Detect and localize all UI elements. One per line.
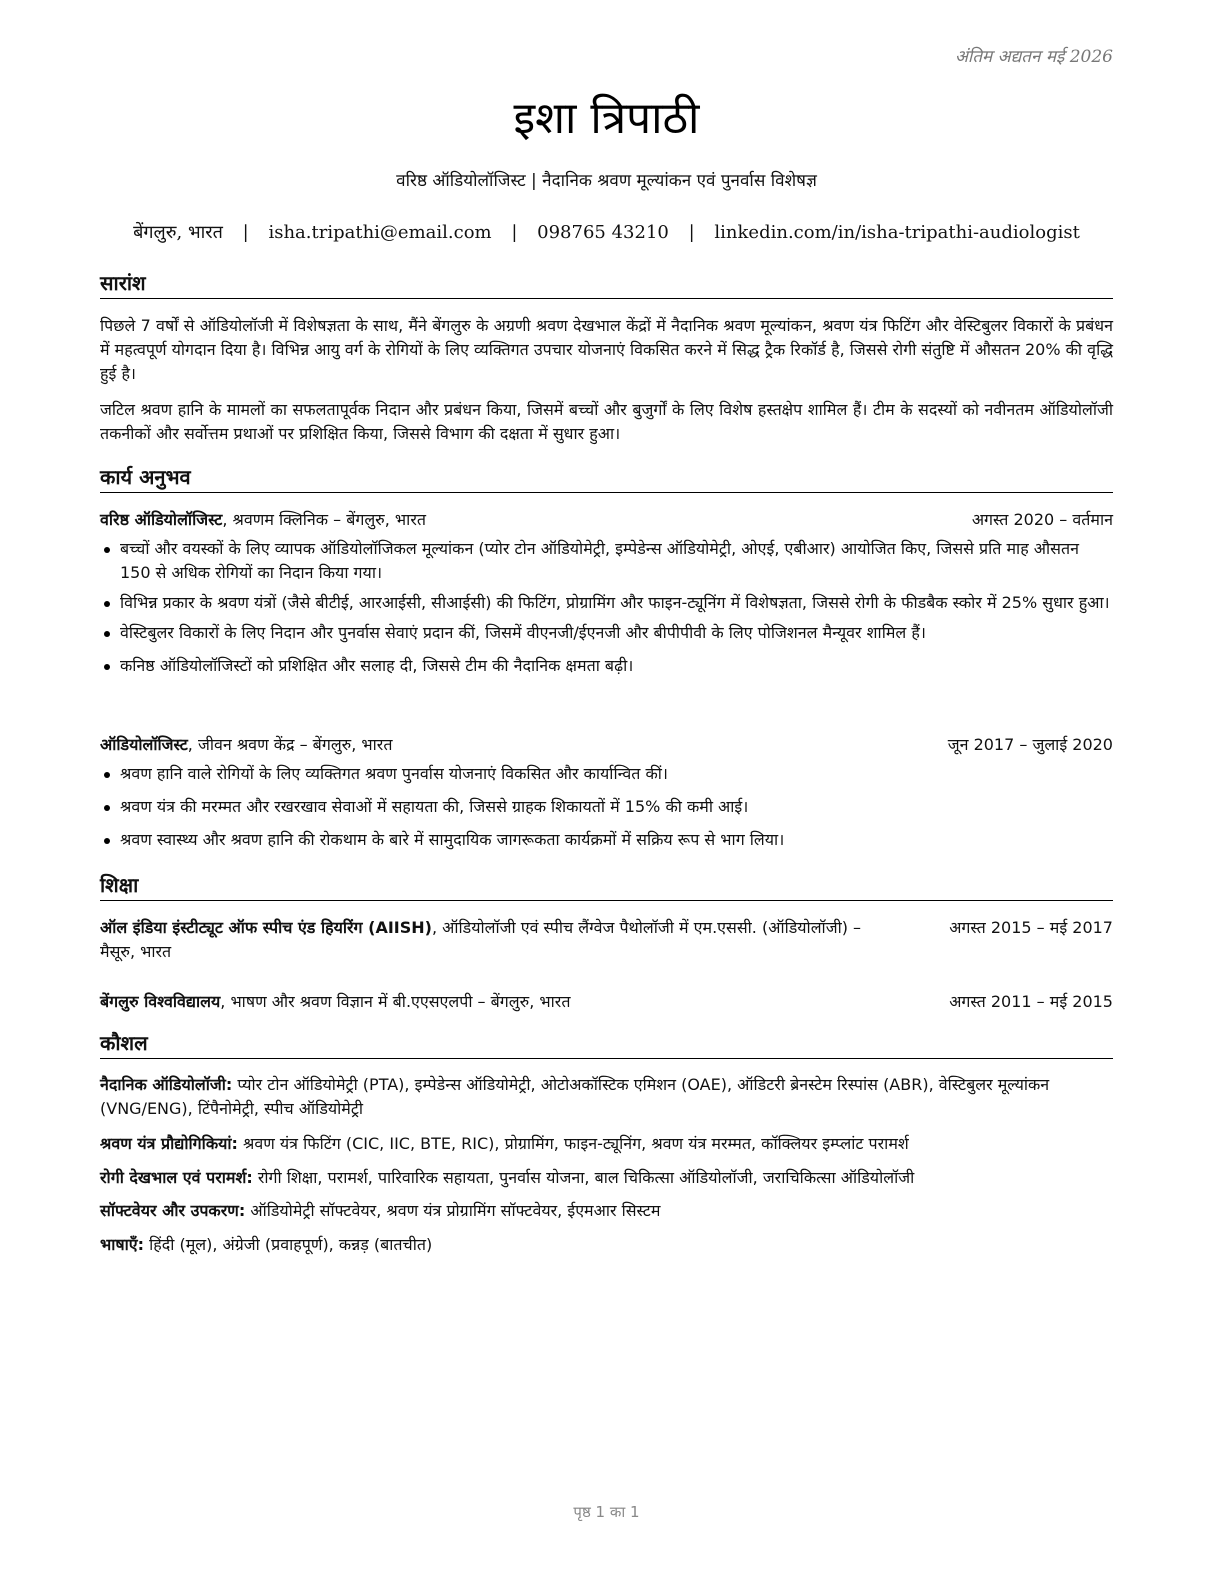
contact-line <box>100 220 1113 244</box>
education-detail: , ऑडियोलॉजी एवं स्पीच लैंग्वेज पैथोलॉजी में एम.एससी. (ऑडियोलॉजी) – मैसूरु, भारत <box>100 918 862 961</box>
job-bullet: वेस्टिबुलर विकारों के लिए निदान और पुनर्वास सेवाएं प्रदान कीं, जिसमें वीएनजी/ईएनजी और बीपीपीवी के लिए पोजिशनल मैन्यूवर शामिल हैं। <box>100 621 1113 645</box>
last-updated: अंतिम अद्यतन मई 2026 <box>954 47 1113 67</box>
resume-page <box>100 0 1113 1584</box>
job-bullet: श्रवण स्वास्थ्य और श्रवण हानि की रोकथाम के बारे में सामुदायिक जागरूकता कार्यक्रमों में सक्रिय रूप से भाग लिया। <box>100 828 1113 852</box>
job-role: वरिष्ठ ऑडियोलॉजिस्ट <box>100 510 223 529</box>
skill-label: सॉफ्टवेयर और उपकरण: <box>100 1201 246 1220</box>
summary-paragraph: जटिल श्रवण हानि के मामलों का सफलतापूर्वक निदान और प्रबंधन किया, जिसमें बच्चों और बुजुर्गों के लिए विशेष हस्तक्षेप शामिल हैं। टीम के सदस्यों को नवीनतम ऑडियोलॉजी तकनीकों और सर्वोत्तम प्रथाओं पर प्रशिक्षित किया, जिससे विभाग की दक्षता में सुधार हुआ। <box>100 400 1113 443</box>
skill-label: नैदानिक ऑडियोलॉजी: <box>100 1075 233 1094</box>
skill-value: प्योर टोन ऑडियोमेट्री (PTA), इम्पेडेन्स ऑडियोमेट्री, ओटोअकॉस्टिक एमिशन (OAE), ऑडिटरी ब्रेनस्टेम रिस्पांस (ABR), वेस्टिबुलर मूल्यांकन (VNG/ENG), टिंपैनोमेट्री, स्पीच ऑडियोमेट्री <box>100 1075 1050 1118</box>
skill-value: ऑडियोमेट्री सॉफ्टवेयर, श्रवण यंत्र प्रोग्रामिंग सॉफ्टवेयर, ईएमआर सिस्टम <box>245 1201 661 1220</box>
job-org: , जीवन श्रवण केंद्र – बेंगलुरु, भारत <box>187 735 393 754</box>
job-dates: अगस्त 2020 – वर्तमान <box>971 510 1113 529</box>
job-bullet: विभिन्न प्रकार के श्रवण यंत्रों (जैसे बीटीई, आरआईसी, सीआईसी) की फिटिंग, प्रोग्रामिंग और फाइन-ट्यूनिंग में विशेषज्ञता, जिससे रोगी के फीडबैक स्कोर में 25% सुधार हुआ। <box>100 591 1113 615</box>
skill-label: रोगी देखभाल एवं परामर्श: <box>100 1168 253 1187</box>
job-bullet: श्रवण यंत्र की मरम्मत और रखरखाव सेवाओं में सहायता की, जिससे ग्राहक शिकायतों में 15% की कमी आई। <box>100 795 1113 819</box>
job-bullet: श्रवण हानि वाले रोगियों के लिए व्यक्तिगत श्रवण पुनर्वास योजनाएं विकसित और कार्यान्वित कीं। <box>100 762 1113 786</box>
job-bullet: बच्चों और वयस्कों के लिए व्यापक ऑडियोलॉजिकल मूल्यांकन (प्योर टोन ऑडियोमेट्री, इम्पेडेन्स ऑडियोमेट्री, ओएई, एबीआर) आयोजित किए, जिससे प्रति माह औसतन 150 से अधिक रोगियों का निदान किया गया। <box>100 537 1113 585</box>
contact-separator: | <box>511 222 518 243</box>
contact-separator: | <box>242 222 249 243</box>
section-title-education: शिक्षा <box>100 872 1113 901</box>
job-header <box>100 733 1113 757</box>
contact-email[interactable]: isha.tripathi@email.com <box>268 222 492 243</box>
section-title-summary: सारांश <box>100 270 1113 299</box>
candidate-name: इशा त्रिपाठी <box>513 93 700 144</box>
contact-location: बेंगलुरु, भारत <box>133 222 223 243</box>
job-header <box>100 508 1113 532</box>
job-bullets <box>100 537 1113 678</box>
education-dates: अगस्त 2011 – मई 2015 <box>949 992 1113 1011</box>
education-institution: ऑल इंडिया इंस्टीट्यूट ऑफ स्पीच एंड हियरिंग (AIISH) <box>100 918 432 937</box>
contact-linkedin[interactable]: linkedin.com/in/isha-tripathi-audiologist <box>714 222 1080 243</box>
education-institution: बेंगलुरु विश्वविद्यालय <box>100 992 221 1011</box>
job-bullets <box>100 762 1113 852</box>
candidate-subtitle: वरिष्ठ ऑडियोलॉजिस्ट | नैदानिक श्रवण मूल्यांकन एवं पुनर्वास विशेषज्ञ <box>396 171 817 191</box>
job-org: , श्रवणम क्लिनिक – बेंगलुरु, भारत <box>222 510 426 529</box>
skill-label: श्रवण यंत्र प्रौद्योगिकियां: <box>100 1134 238 1153</box>
skill-row <box>100 1199 1113 1223</box>
job-role: ऑडियोलॉजिस्ट <box>100 735 188 754</box>
education-dates: अगस्त 2015 – मई 2017 <box>949 918 1113 937</box>
job-dates: जून 2017 – जुलाई 2020 <box>947 735 1113 754</box>
skill-row <box>100 1132 1113 1156</box>
skill-value: हिंदी (मूल), अंग्रेजी (प्रवाहपूर्ण), कन्नड़ (बातचीत) <box>144 1235 433 1254</box>
contact-separator: | <box>688 222 695 243</box>
section-title-skills: कौशल <box>100 1030 1113 1059</box>
skill-value: रोगी शिक्षा, परामर्श, पारिवारिक सहायता, पुनर्वास योजना, बाल चिकित्सा ऑडियोलॉजी, जराचिकित्सा ऑडियोलॉजी <box>252 1168 915 1187</box>
education-item <box>100 916 1113 964</box>
contact-phone[interactable]: 098765 43210 <box>537 222 669 243</box>
page-number: पृष्ठ 1 का 1 <box>573 1503 640 1521</box>
education-detail: , भाषण और श्रवण विज्ञान में बी.एएसएलपी – बेंगलुरु, भारत <box>220 992 571 1011</box>
job-bullet: कनिष्ठ ऑडियोलॉजिस्टों को प्रशिक्षित और सलाह दी, जिससे टीम की नैदानिक क्षमता बढ़ी। <box>100 654 1113 678</box>
skill-row <box>100 1073 1113 1121</box>
summary-paragraph: पिछले 7 वर्षों से ऑडियोलॉजी में विशेषज्ञता के साथ, मैंने बेंगलुरु के अग्रणी श्रवण देखभाल केंद्रों में नैदानिक श्रवण मूल्यांकन, श्रवण यंत्र फिटिंग और वेस्टिबुलर विकारों के प्रबंधन में महत्वपूर्ण योगदान दिया है। विभिन्न आयु वर्ग के रोगियों के लिए व्यक्तिगत उपचार योजनाएं विकसित करने में सिद्ध ट्रैक रिकॉर्ड है, जिससे रोगी संतुष्टि में औसतन 20% की वृद्धि हुई है। <box>100 316 1113 383</box>
section-title-experience: कार्य अनुभव <box>100 464 1113 493</box>
skill-value: श्रवण यंत्र फिटिंग (CIC, IIC, BTE, RIC), प्रोग्रामिंग, फाइन-ट्यूनिंग, श्रवण यंत्र मरम्मत, कॉक्लियर इम्प्लांट परामर्श <box>237 1134 909 1153</box>
skill-label: भाषाएँ: <box>100 1235 145 1254</box>
skill-row <box>100 1233 1113 1257</box>
skill-row <box>100 1166 1113 1190</box>
education-item <box>100 990 1113 1014</box>
